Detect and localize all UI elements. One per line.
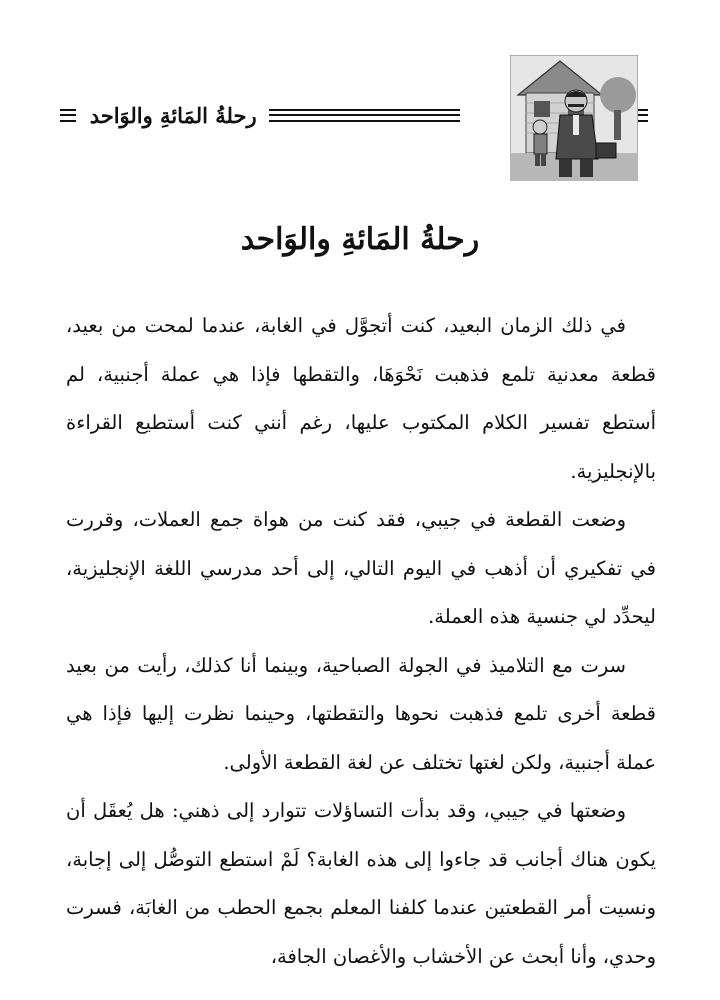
paragraph: وضعتها في جيبي، وقد بدأت التساؤلات تتوارد إلى ذهني: هل يُعقَل أن يكون هناك أجانب قد جاءوا إلى هذه الغابة؟ لَمْ استطع التوصُّل إلى إجابة، ونسيت أمر القطعتين عندما كلفنا المعلم بجمع الحطب من الغابَة، فسرت وحدي، وأنا أبحث عن الأخشاب والأغصان الجافة، <box>66 799 656 968</box>
page-title: رحلةُ المَائةِ والوَاحد <box>240 222 480 257</box>
header-rule-left <box>60 109 76 122</box>
paragraph: في ذلك الزمان البعيد، كنت أتجوَّل في الغابة، عندما لمحت من بعيد، قطعة معدنية تلمع فذهبت نَحْوَهَا، والتقطها فإذا هي عملة أجنبية، لم أستطع تفسير الكلام المكتوب عليها، رغم أنني كنت أستطيع القراءة بالإنجليزية. <box>66 314 656 483</box>
story-text <box>66 302 656 981</box>
page-header <box>0 55 720 185</box>
running-title: رحلةُ المَائةِ والوَاحد <box>89 102 257 128</box>
paragraph: وضعت القطعة في جيبي، فقد كنت من هواة جمع العملات، وقررت في تفكيري أن أذهب في اليوم التالي، إلى أحد مدرسي اللغة الإنجليزية، ليحدِّد لي جنسية هذه العملة. <box>66 508 656 628</box>
header-rule-middle <box>269 109 460 122</box>
story-illustration <box>510 55 638 181</box>
paragraph: سرت مع التلاميذ في الجولة الصباحية، وبينما أنا كذلك، رأيت من بعيد قطعة أخرى تلمع فذهبت نحوها والتقطتها، وحينما نظرت إليها فإذا هي عملة أجنبية، ولكن لغتها تختلف عن لغة القطعة الأولى. <box>66 653 656 774</box>
